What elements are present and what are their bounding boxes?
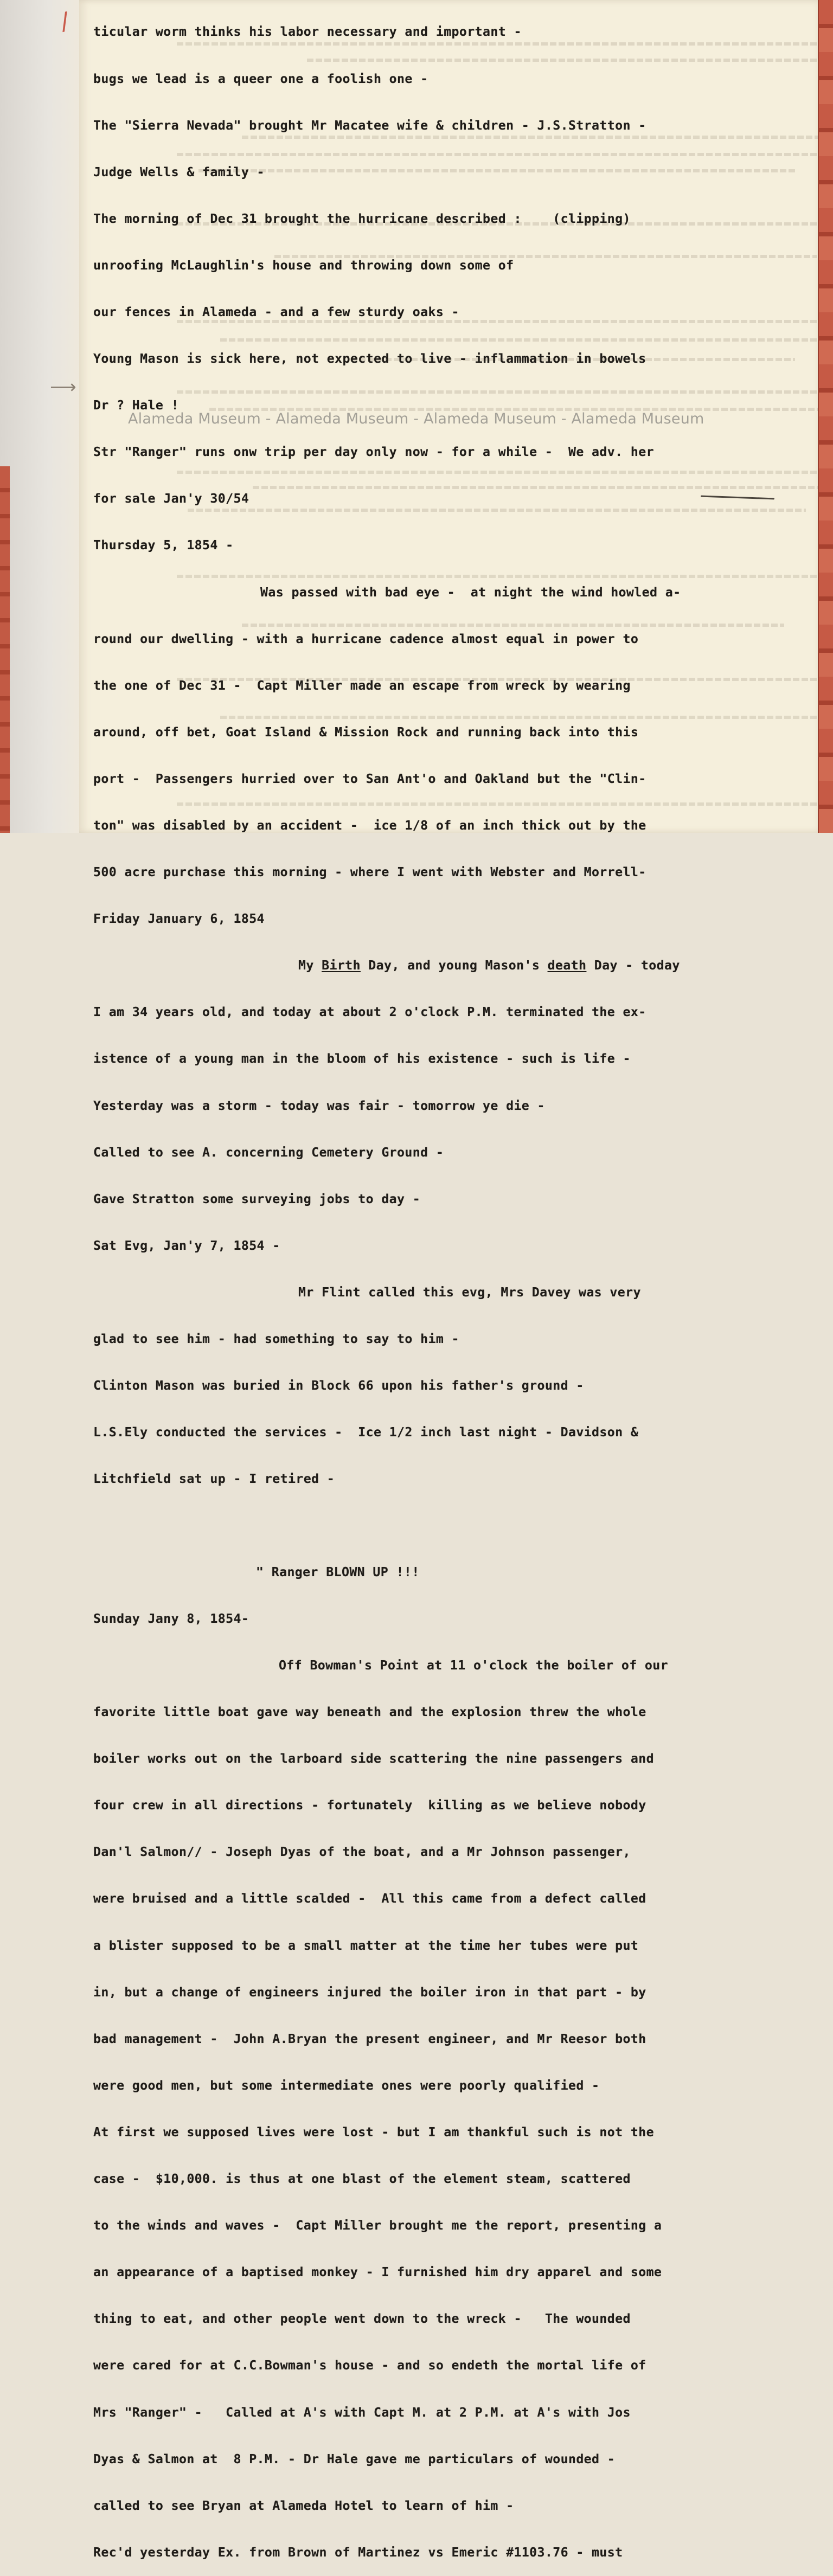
entry-date-heading: Friday January 6, 1854	[93, 911, 265, 927]
text-line: Was passed with bad eye - at night the wind howled a-	[260, 584, 681, 600]
section-headline: " Ranger BLOWN UP !!!	[256, 1564, 420, 1579]
text-line: I am 34 years old, and today at about 2 o'clock P.M. terminated the ex-	[93, 1005, 646, 1020]
text-line: case - $10,000. is thus at one blast of the element steam, scattered	[93, 2172, 631, 2187]
text-line: L.S.Ely conducted the services - Ice 1/2 inch last night - Davidson &	[93, 1425, 639, 1440]
text-line: to the winds and waves - Capt Miller brought me the report, presenting a	[93, 2218, 662, 2233]
text-line: Clinton Mason was buried in Block 66 upon his father's ground -	[93, 1378, 584, 1393]
text-line: an appearance of a baptised monkey - I furnished him dry apparel and some	[93, 2265, 662, 2280]
text-line: Yesterday was a storm - today was fair - tomorrow ye die -	[93, 1098, 545, 1113]
text-line: were cared for at C.C.Bowman's house - and so endeth the mortal life of	[93, 2358, 646, 2373]
text-line: the one of Dec 31 - Capt Miller made an escape from wreck by wearing	[93, 678, 631, 693]
birth-word: Birth	[322, 958, 361, 973]
text-line: were bruised and a little scalded - All this came from a defect called	[93, 1891, 646, 1906]
text-line: The "Sierra Nevada" brought Mr Macatee wife & children - J.S.Stratton -	[93, 118, 646, 133]
text-line: four crew in all directions - fortunately killing as we believe nobody	[93, 1798, 646, 1813]
text-line: were good men, but some intermediate ones were poorly qualified -	[93, 2078, 600, 2093]
text-line: Judge Wells & family -	[93, 164, 265, 179]
pencil-arrow-mark: ⟶	[50, 376, 76, 398]
text-line: ton" was disabled by an accident - ice 1/8 of an inch thick out by the	[93, 818, 646, 833]
entry-date-heading: Sunday Jany 8, 1854-	[93, 1611, 249, 1626]
background-left	[0, 0, 81, 833]
text-line: 500 acre purchase this morning - where I went with Webster and Morrell-	[93, 865, 646, 880]
death-word: death	[547, 958, 587, 973]
text-line: glad to see him - had something to say to him -	[93, 1332, 459, 1347]
entry-date-heading: Sat Evg, Jan'y 7, 1854 -	[93, 1238, 280, 1253]
text-line: ticular worm thinks his labor necessary and important -	[93, 24, 522, 40]
text-line: The morning of Dec 31 brought the hurricane described : (clipping)	[93, 211, 631, 226]
text-line: Mr Flint called this evg, Mrs Davey was very	[298, 1284, 641, 1300]
text-line: Young Mason is sick here, not expected to live - inflammation in bowels	[93, 351, 646, 367]
text-line: Mrs "Ranger" - Called at A's with Capt M. at 2 P.M. at A's with Jos	[93, 2405, 631, 2420]
text-line: called to see Bryan at Alameda Hotel to learn of him -	[93, 2498, 514, 2513]
text-line: for sale Jan'y 30/54	[93, 491, 249, 506]
text-line: Called to see A. concerning Cemetery Ground -	[93, 1145, 444, 1160]
text-line: Dyas & Salmon at 8 P.M. - Dr Hale gave me particulars of wounded -	[93, 2451, 616, 2466]
birthday-post: Day - today	[586, 958, 680, 973]
text-line: round our dwelling - with a hurricane cadence almost equal in power to	[93, 631, 639, 646]
text-line: Off Bowman's Point at 11 o'clock the boiler of our	[279, 1658, 669, 1673]
birthday-line	[93, 958, 771, 974]
binding-edge-right	[818, 0, 833, 833]
text-line: thing to eat, and other people went down to the wreck - The wounded	[93, 2311, 631, 2327]
text-line: unroofing McLaughlin's house and throwing down some of	[93, 258, 514, 273]
text-line: boiler works out on the larboard side scattering the nine passengers and	[93, 1751, 654, 1766]
text-line: Str "Ranger" runs onw trip per day only now - for a while - We adv. her	[93, 445, 654, 460]
text-line: favorite little boat gave way beneath and the explosion threw the whole	[93, 1705, 646, 1720]
text-line: Dan'l Salmon// - Joseph Dyas of the boat, and a Mr Johnson passenger,	[93, 1845, 631, 1860]
text-line: Dr ? Hale !	[93, 398, 179, 413]
text-line: istence of a young man in the bloom of his existence - such is life -	[93, 1051, 631, 1067]
text-line: our fences in Alameda - and a few sturdy oaks -	[93, 304, 459, 319]
binding-edge-left	[0, 466, 10, 833]
text-line: Litchfield sat up - I retired -	[93, 1472, 335, 1487]
museum-watermark: Alameda Museum - Alameda Museum - Alameda Museum - Alameda Museum	[128, 410, 704, 427]
text-line: bad management - John A.Bryan the present engineer, and Mr Reesor both	[93, 2031, 646, 2046]
text-line: a blister supposed to be a small matter at the time her tubes were put	[93, 1938, 639, 1953]
text-line: in, but a change of engineers injured the boiler iron in that part - by	[93, 1984, 646, 2000]
text-line: around, off bet, Goat Island & Mission Rock and running back into this	[93, 724, 639, 740]
birthday-mid: Day, and young Mason's	[360, 958, 548, 973]
text-line: Gave Stratton some surveying jobs to day -	[93, 1191, 421, 1206]
text-line: bugs we lead is a queer one a foolish one -	[93, 71, 428, 86]
birthday-pre: My	[298, 958, 322, 973]
text-line: Rec'd yesterday Ex. from Brown of Martinez vs Emeric #1103.76 - must	[93, 2545, 623, 2560]
entry-date-heading: Thursday 5, 1854 -	[93, 538, 234, 553]
text-line: At first we supposed lives were lost - but I am thankful such is not the	[93, 2124, 654, 2140]
typed-journal-text	[93, 0, 771, 2576]
pencil-check-mark: /	[58, 7, 72, 36]
text-line: port - Passengers hurried over to San Ant'o and Oakland but the "Clin-	[93, 771, 646, 786]
